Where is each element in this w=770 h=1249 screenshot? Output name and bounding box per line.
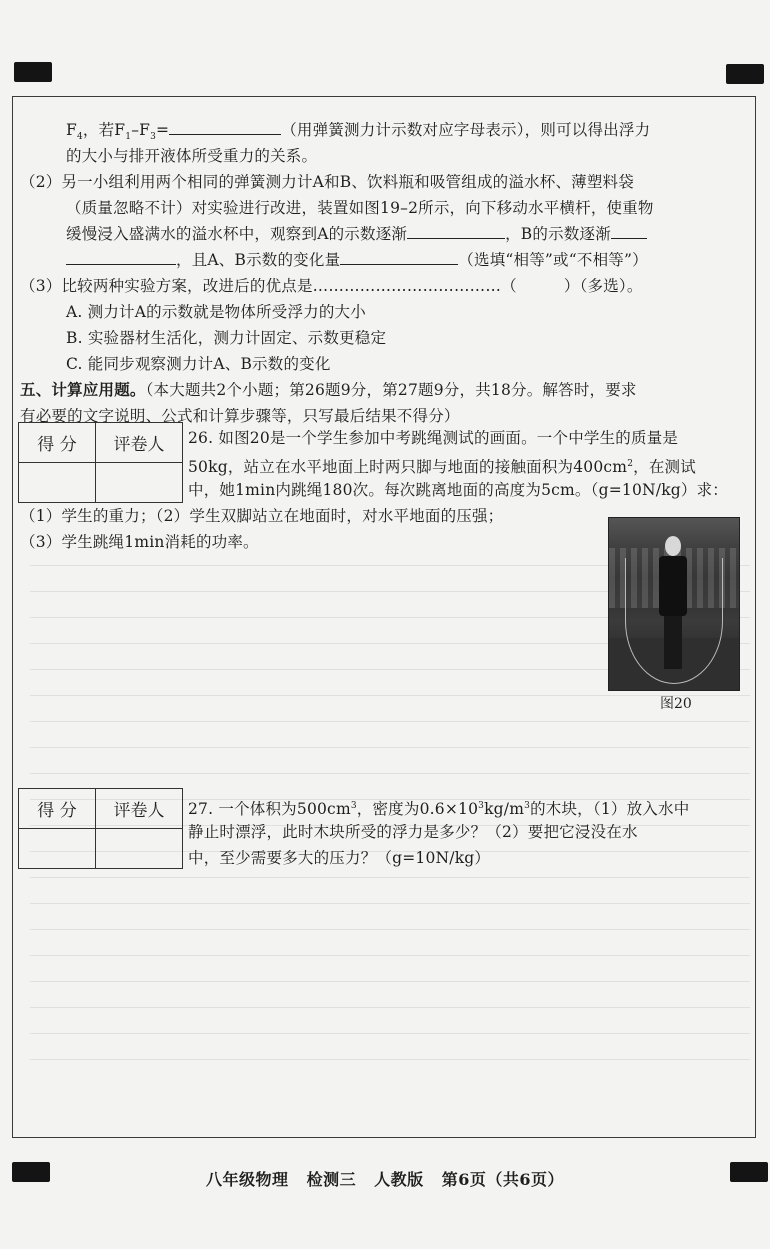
q2-line-1: （2）另一小组利用两个相同的弹簧测力计A和B、饮料瓶和吸管组成的溢水杯、薄塑料袋: [20, 173, 634, 191]
q1-conclusion-line: 的大小与排开液体所受重力的关系。: [66, 147, 318, 165]
score-cell[interactable]: [19, 829, 96, 869]
q27-line-2: 静止时漂浮，此时木块所受的浮力是多少？（2）要把它浸没在水: [188, 823, 638, 841]
answer-blank-d[interactable]: [340, 250, 458, 265]
registration-mark-top-right: [726, 64, 764, 84]
footer-edition: 人教版: [374, 1170, 424, 1189]
answer-blank-a[interactable]: [407, 224, 505, 239]
q3-option-c: C. 能同步观察测力计A、B示数的变化: [66, 355, 331, 373]
grader-header: 评卷人: [96, 789, 183, 829]
section-5-heading: 五、计算应用题。（本大题共2个小题；第26题9分，第27题9分，共18分。解答时，要求: [20, 380, 637, 399]
score-header: 得 分: [19, 789, 96, 829]
footer-subject: 八年级物理: [205, 1170, 289, 1189]
section-5-heading-line2: 有必要的文字说明、公式和计算步骤等，只写最后结果不得分）: [20, 407, 460, 425]
score-cell[interactable]: [19, 463, 96, 503]
answer-blank-b[interactable]: [611, 224, 647, 239]
score-header: 得 分: [19, 423, 96, 463]
q26-line-5: （3）学生跳绳1min消耗的功率。: [20, 533, 259, 551]
q27-line-3: 中，至少需要多大的压力？（g=10N/kg）: [188, 849, 491, 867]
q3-line: （3）比较两种实验方案，改进后的优点是………………………………（ ）（多选）。: [20, 277, 643, 295]
q26-line-1: 26. 如图20是一个学生参加中考跳绳测试的画面。一个中学生的质量是: [188, 429, 679, 447]
q26-line-4: （1）学生的重力；（2）学生双脚站立在地面时，对水平地面的压强；: [20, 507, 504, 525]
q2-line-3: 缓慢浸入盛满水的溢水杯中，观察到A的示数逐渐 ，B的示数逐渐: [66, 224, 647, 244]
q26-line-3: 中，她1min内跳绳180次。每次跳离地面的高度为5cm。（g=10N/kg）求：: [188, 481, 729, 499]
answer-blank[interactable]: [169, 120, 281, 135]
q27-line-1: 27. 一个体积为$500cm^3$，密度为$0.6\times 10^3kg/m^3$的木块，（1）放入水中: [188, 800, 690, 819]
q1-formula-line: $F_4$，若$F_1-F_3=$ （用弹簧测力计示数对应字母表示），则可以得出浮力: [66, 121, 651, 143]
figure-20-caption: 图20: [660, 696, 692, 712]
footer-test: 检测三: [306, 1170, 357, 1189]
q3-option-b: B. 实验器材生活化，测力计固定、示数更稳定: [66, 329, 387, 347]
q3-option-a: A. 测力计A的示数就是物体所受浮力的大小: [66, 303, 366, 321]
page-footer: [0, 1167, 770, 1190]
score-table-q27: [18, 788, 183, 869]
answer-blank-c[interactable]: [66, 250, 176, 265]
figure-20-rope-skipping-photo: [608, 517, 740, 691]
registration-mark-top-left: [14, 62, 52, 82]
grader-cell[interactable]: [96, 463, 183, 503]
grader-cell[interactable]: [96, 829, 183, 869]
score-table-q26: [18, 422, 183, 503]
q2-line-2: （质量忽略不计）对实验进行改进，装置如图19–2所示，向下移动水平横杆，使重物: [66, 199, 654, 217]
grader-header: 评卷人: [96, 423, 183, 463]
footer-page-number: 第6页（共6页）: [441, 1170, 565, 1189]
q26-line-2: 50kg，站立在水平地面上时两只脚与地面的接触面积为$400cm^2$，在测试: [188, 458, 696, 477]
q2-line-4: ，且A、B示数的变化量 （选填“相等”或“不相等”）: [66, 250, 648, 270]
